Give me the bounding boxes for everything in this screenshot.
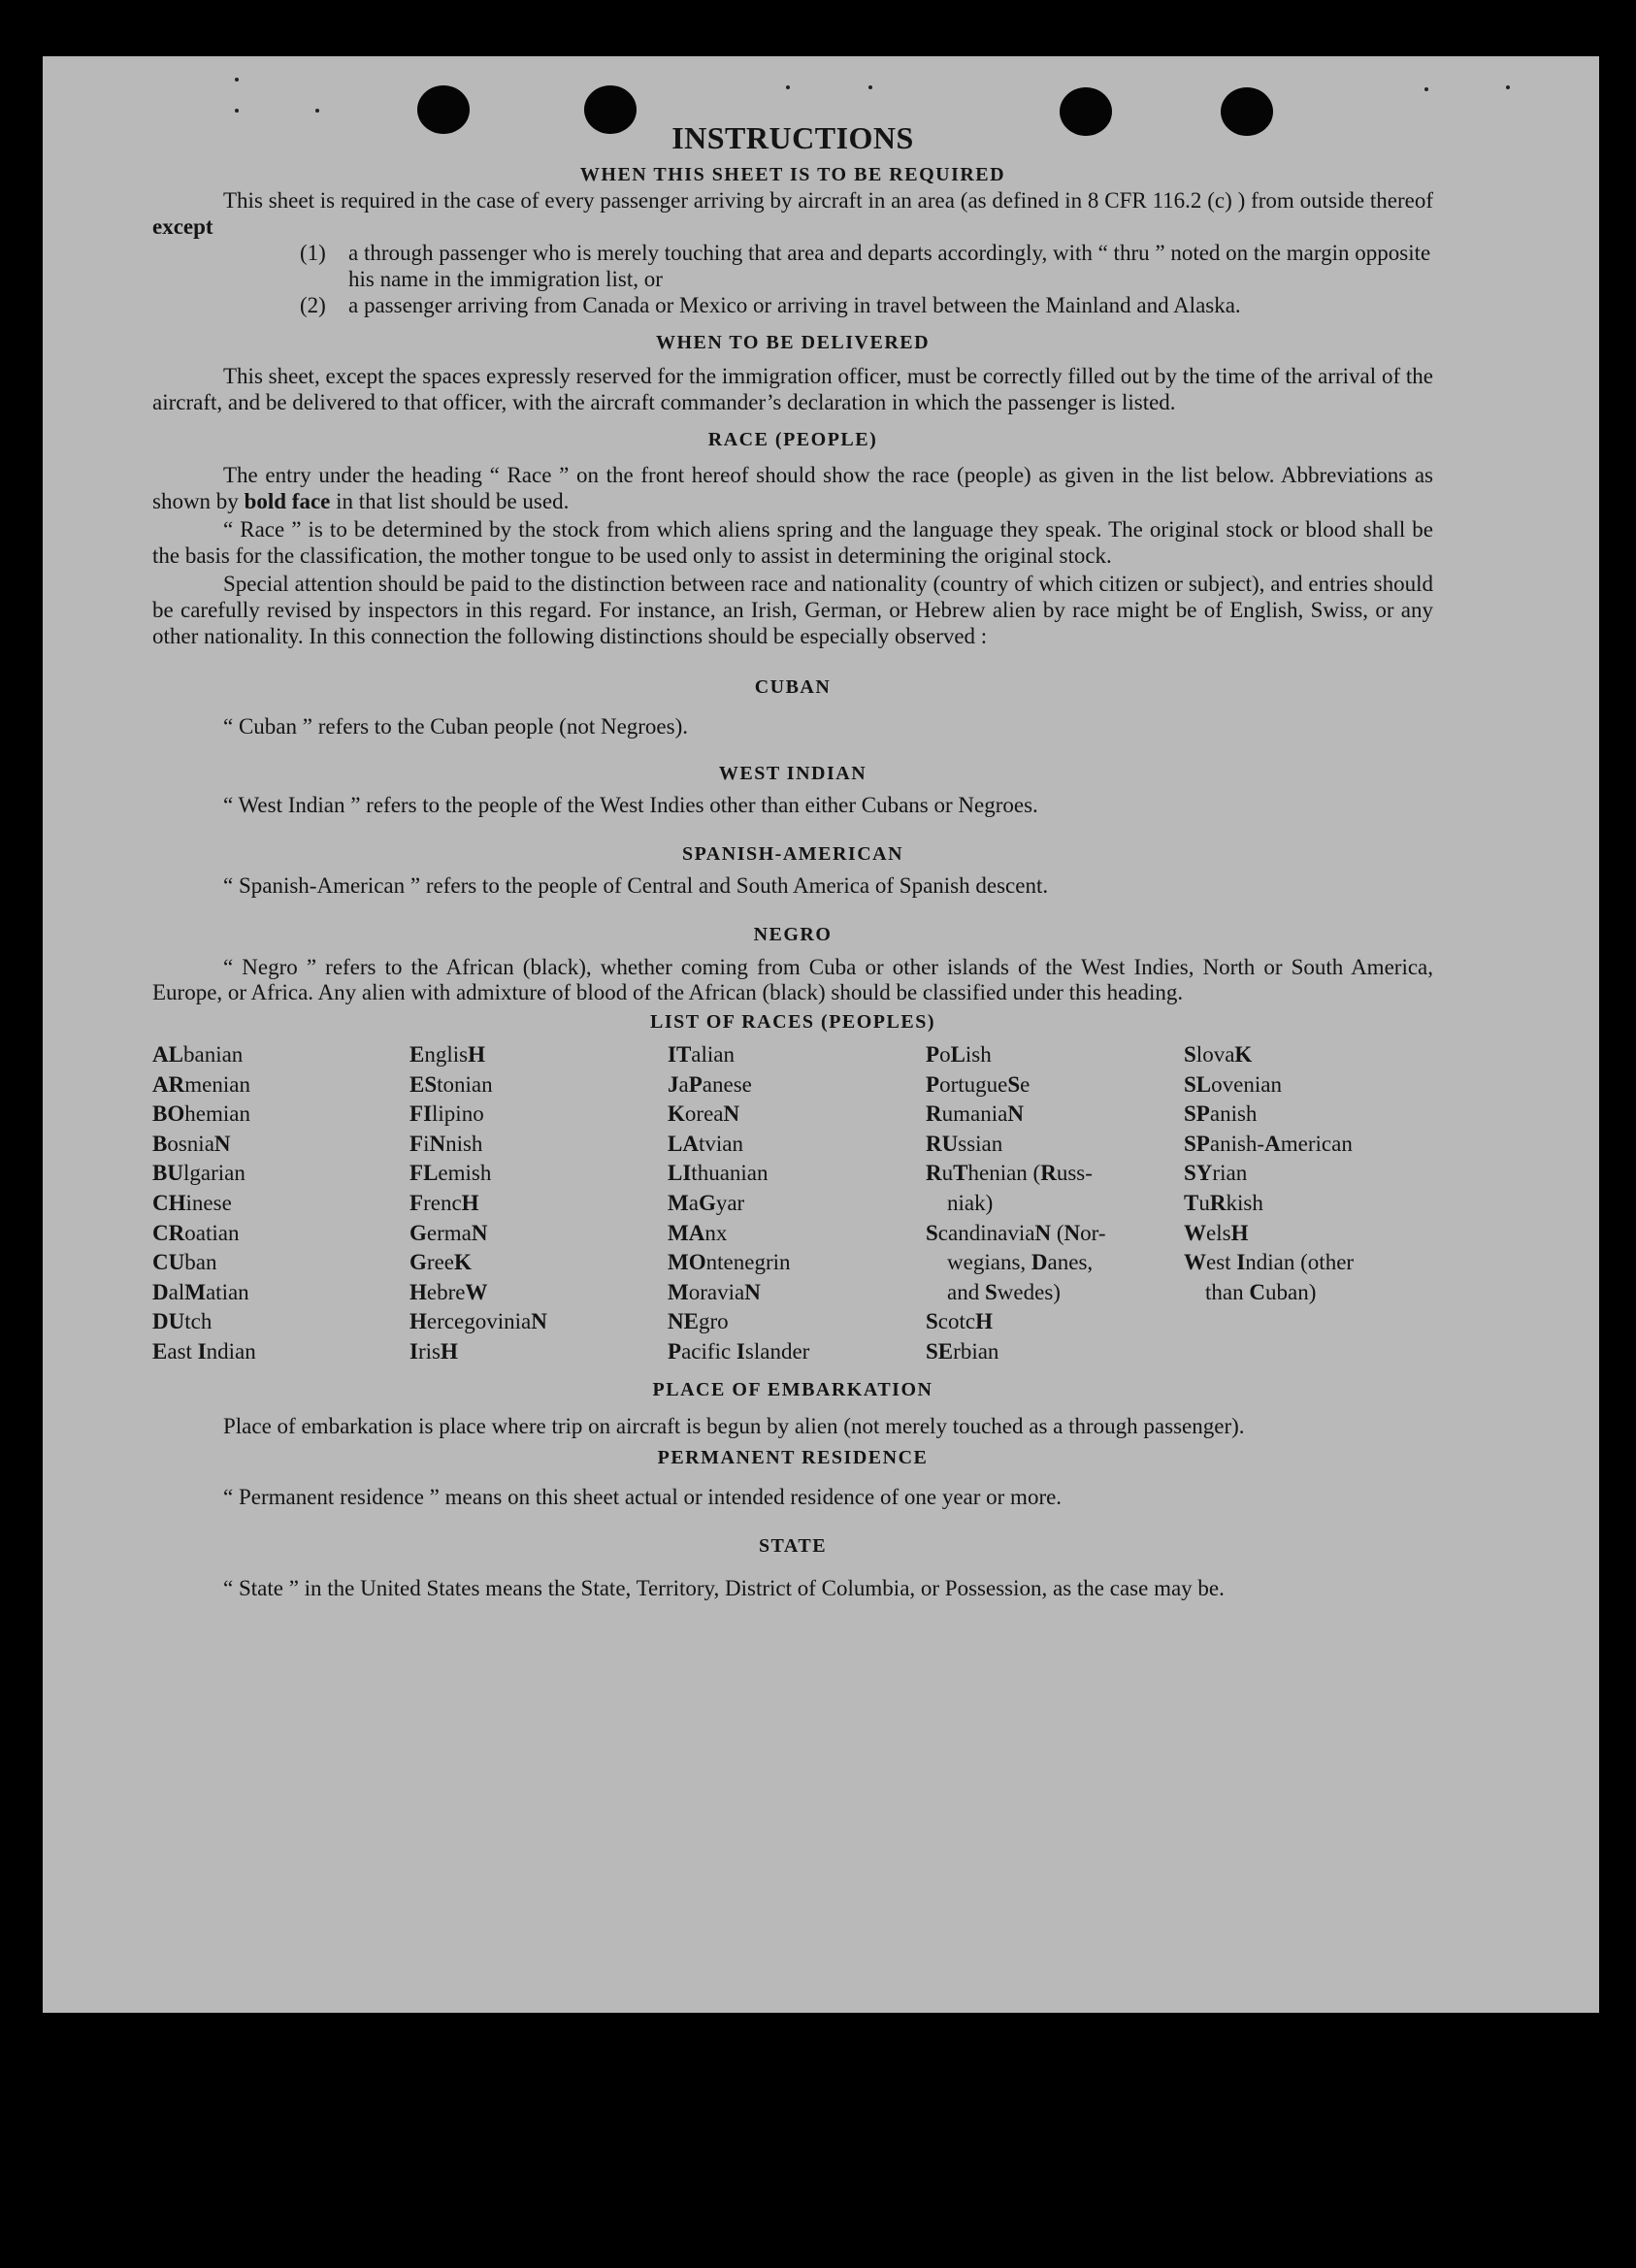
race-entry: MOntenegrin bbox=[668, 1250, 791, 1275]
race-p1-after: in that list should be used. bbox=[336, 489, 570, 513]
speck bbox=[786, 85, 790, 89]
race-entry: LIthuanian bbox=[668, 1161, 769, 1186]
race-entry: FLemish bbox=[409, 1161, 492, 1186]
section-heading-residence: PERMANENT RESIDENCE bbox=[657, 1446, 929, 1468]
section-heading-required: WHEN THIS SHEET IS TO BE REQUIRED bbox=[579, 164, 1006, 185]
section-heading-negro: NEGRO bbox=[753, 924, 833, 945]
race-entry: IrisH bbox=[409, 1338, 458, 1364]
race-entry: SLovenian bbox=[1184, 1071, 1282, 1097]
section-heading-embarkation: PLACE OF EMBARKATION bbox=[652, 1378, 933, 1400]
race-entry: RUssian bbox=[926, 1131, 1003, 1156]
race-entry: SYrian bbox=[1184, 1161, 1248, 1186]
race-entry: BosniaN bbox=[152, 1131, 231, 1156]
race-entry: ScotcH bbox=[926, 1309, 994, 1334]
residence-text: “ Permanent residence ” means on this sheet actual or intended residence of one year or more. bbox=[223, 1484, 1063, 1509]
race-entry: SPanish-American bbox=[1184, 1131, 1353, 1156]
section-heading-spanish-american: SPANISH-AMERICAN bbox=[681, 843, 904, 865]
race-entry: ITalian bbox=[668, 1042, 736, 1067]
race-entry: JaPanese bbox=[668, 1071, 752, 1097]
exception-text: a passenger arriving from Canada or Mexico or arriving in travel between the Mainland and Alaska. bbox=[348, 293, 1241, 317]
race-entry: TuRkish bbox=[1184, 1190, 1263, 1215]
race-entry: ARmenian bbox=[152, 1071, 250, 1097]
race-entry: niak) bbox=[947, 1190, 994, 1215]
race-p1-before: The entry under the heading “ Race ” on the front hereof should show the race (people) as given in the list below. Abbreviations as shown by bbox=[152, 463, 1433, 513]
race-entry: CUban bbox=[152, 1250, 217, 1275]
race-entry: HercegoviniaN bbox=[409, 1309, 547, 1334]
race-entry: SErbian bbox=[926, 1338, 999, 1364]
race-column bbox=[1184, 1040, 1433, 1367]
race-entry: PoLish bbox=[926, 1042, 992, 1067]
race-entry: GermaN bbox=[409, 1220, 488, 1245]
race-column bbox=[668, 1040, 926, 1367]
section-heading-west-indian: WEST INDIAN bbox=[718, 763, 867, 784]
exception-item bbox=[300, 240, 1433, 292]
speck bbox=[235, 78, 239, 82]
speck bbox=[235, 109, 239, 113]
race-entry: WelsH bbox=[1184, 1220, 1249, 1245]
race-column bbox=[409, 1040, 668, 1367]
race-entry: FIlipino bbox=[409, 1101, 484, 1127]
race-entry: GreeK bbox=[409, 1250, 472, 1275]
race-entry: HebreW bbox=[409, 1279, 488, 1304]
race-list bbox=[152, 1040, 1433, 1367]
race-entry: EStonian bbox=[409, 1071, 493, 1097]
race-entry: SlovaK bbox=[1184, 1042, 1253, 1067]
exception-text: a through passenger who is merely touching that area and departs accordingly, with “ thru ” noted on the margin opposite his name in the immigration list, or bbox=[348, 241, 1431, 291]
race-paragraph-1 bbox=[152, 462, 1433, 514]
spanish-american-text: “ Spanish-American ” refers to the people of Central and South America of Spanish descent. bbox=[223, 873, 1049, 898]
race-entry: RuThenian (Russ- bbox=[926, 1161, 1093, 1186]
exception-item bbox=[300, 292, 1433, 318]
race-entry: ScandinaviaN (Nor- bbox=[926, 1220, 1106, 1245]
race-entry: MaGyar bbox=[668, 1190, 745, 1215]
race-entry: wegians, Danes, bbox=[947, 1250, 1094, 1275]
race-entry: than Cuban) bbox=[1205, 1279, 1317, 1304]
section-heading-state: STATE bbox=[758, 1534, 828, 1557]
race-entry: and Swedes) bbox=[947, 1279, 1061, 1304]
required-intro bbox=[152, 187, 1433, 240]
race-entry: CRoatian bbox=[152, 1220, 240, 1245]
west-indian-text: “ West Indian ” refers to the people of the West Indies other than either Cubans or Negroes. bbox=[223, 793, 1038, 817]
race-paragraph-2: “ Race ” is to be determined by the stock from which aliens spring and the language they speak. The original stock or blood shall be the basis for the classification, the mother tongue to be used only to assist in determining the original stock. bbox=[152, 517, 1433, 568]
state-text: “ State ” in the United States means the State, Territory, District of Columbia, or Possession, as the case may be. bbox=[223, 1575, 1225, 1600]
race-entry: CHinese bbox=[152, 1190, 232, 1215]
race-entry: SPanish bbox=[1184, 1101, 1258, 1127]
speck bbox=[868, 85, 872, 89]
race-entry: West Indian (other bbox=[1184, 1250, 1355, 1275]
race-entry: FrencH bbox=[409, 1190, 479, 1215]
required-intro-text: This sheet is required in the case of every passenger arriving by aircraft in an area (as defined in 8 CFR 116.2 (c) ) from outside thereof bbox=[223, 188, 1433, 213]
race-entry: PortugueSe bbox=[926, 1071, 1031, 1097]
cuban-text: “ Cuban ” refers to the Cuban people (not Negroes). bbox=[223, 714, 689, 739]
speck bbox=[1506, 85, 1510, 89]
race-entry: LAtvian bbox=[668, 1131, 743, 1156]
race-p1-bold: bold face bbox=[244, 489, 331, 513]
document-title: INSTRUCTIONS bbox=[671, 120, 914, 155]
race-entry: BOhemian bbox=[152, 1101, 250, 1127]
race-column bbox=[152, 1040, 409, 1367]
race-entry: MoraviaN bbox=[668, 1279, 761, 1304]
instructions-document bbox=[152, 119, 1433, 1605]
race-column bbox=[926, 1040, 1184, 1367]
embarkation-text: Place of embarkation is place where trip on aircraft is begun by alien (not merely touched as a through passenger). bbox=[223, 1413, 1245, 1438]
speck bbox=[315, 109, 319, 113]
race-entry: Pacific Islander bbox=[668, 1338, 810, 1364]
race-entry: KoreaN bbox=[668, 1101, 740, 1127]
speck bbox=[1424, 87, 1428, 91]
race-entry: EnglisH bbox=[409, 1042, 485, 1067]
negro-text: “ Negro ” refers to the African (black), whether coming from Cuba or other islands of the West Indies, North or South America, Europe, or Africa. Any alien with admixture of blood of the African (black) should be classified under this heading. bbox=[152, 955, 1433, 1004]
exception-number: (2) bbox=[300, 293, 326, 317]
race-entry: NEgro bbox=[668, 1309, 729, 1334]
section-heading-cuban: CUBAN bbox=[754, 676, 832, 698]
required-except: except bbox=[152, 214, 213, 239]
delivered-text: This sheet, except the spaces expressly reserved for the immigration officer, must be correctly filled out by the time of the arrival of the aircraft, and be delivered to that officer, with the aircraft commander’s declaration in which the passenger is listed. bbox=[152, 364, 1433, 414]
section-heading-delivered: WHEN TO BE DELIVERED bbox=[655, 332, 931, 353]
race-entry: MAnx bbox=[668, 1220, 728, 1245]
race-entry: DUtch bbox=[152, 1309, 213, 1334]
list-of-races-heading: LIST OF RACES (PEOPLES) bbox=[649, 1011, 935, 1033]
race-entry: East Indian bbox=[152, 1338, 256, 1364]
exception-number: (1) bbox=[300, 241, 326, 265]
race-entry: RumaniaN bbox=[926, 1101, 1024, 1127]
race-paragraph-3: Special attention should be paid to the distinction between race and nationality (country of which citizen or subject), and entries should be carefully revised by inspectors in this regard. For instance, an Irish, German, or Hebrew alien by race might be of English, Swiss, or any other nationality. In this connection the following distinctions should be especially observed : bbox=[152, 572, 1433, 648]
race-entry: BUlgarian bbox=[152, 1161, 245, 1186]
race-entry: ALbanian bbox=[152, 1042, 244, 1067]
race-entry: DalMatian bbox=[152, 1279, 249, 1304]
race-entry: FiNnish bbox=[409, 1131, 483, 1156]
section-heading-race: RACE (PEOPLE) bbox=[707, 429, 878, 450]
